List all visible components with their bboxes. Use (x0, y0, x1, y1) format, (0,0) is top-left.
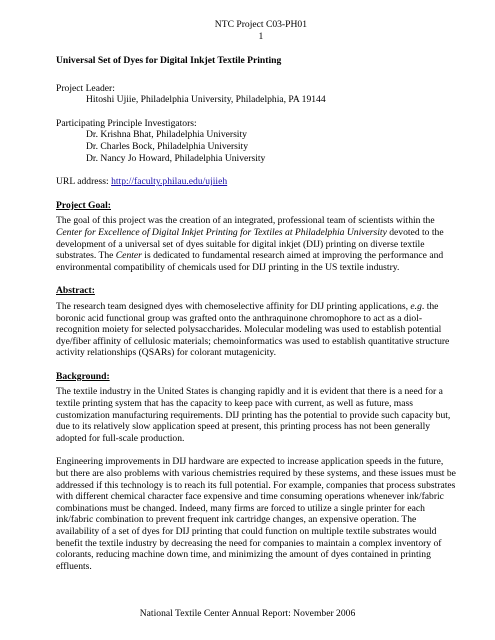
investigator-name: Dr. Krishna Bhat, Philadelphia University (86, 129, 247, 141)
page-footer: National Textile Center Annual Report: November 2006 (139, 608, 356, 619)
project-leader-name: Hitoshi Ujiie, Philadelphia University, Philadelphia, PA 19144 (86, 94, 326, 106)
project-goal-paragraph (56, 215, 456, 273)
background-paragraph-2: Engineering improvements in DIJ hardware are expected to increase application speeds in the future, but there are also problems with various chemistries required by these systems, and these issues must be addressed if this technology is to reach its full potential. For example, companies that process substrates with different chemical character face expensive and time consuming operations whenever ink/fabric combinations must be changed. Indeed, many firms are forced to utilize a single printer for each ink/fabric combination to prevent frequent ink cartridge changes, an expensive operation. The availability of a set of dyes for DIJ printing that could function on multiple textile substrates would benefit the textile industry by decreasing the need for companies to maintain a complex inventory of colorants, reducing machine down time, and minimizing the amount of dyes contained in printing effluents. (56, 456, 456, 572)
url-label: URL address: (56, 176, 109, 188)
abstract-text: . the boronic acid functional group was grafted onto the anthraquinone chromophore to act as a diol-recognition moiety for selected polysaccharides. Molecular modeling was used to establish potential dye/fiber affinity of cellulosic materials; chemoinformatics was used to establish quantitative structure activity relationships (QSARs) for colorant mutagenicity. (56, 300, 450, 359)
goal-text: The goal of this project was the creation of an integrated, professional team of scientists within the (56, 215, 435, 227)
project-leader-block (56, 83, 456, 106)
url-link[interactable]: http://faculty.philau.edu/ujiieh (111, 176, 228, 188)
goal-center-ref: Center (115, 250, 142, 262)
page-header (215, 19, 307, 42)
investigator-name: Dr. Charles Bock, Philadelphia University (86, 140, 249, 152)
document-body (56, 55, 456, 584)
investigators-label: Participating Principle Investigators: (56, 117, 197, 129)
abstract-heading: Abstract: (56, 285, 95, 297)
url-line (56, 176, 456, 188)
project-number: NTC Project C03-PH01 (214, 19, 307, 30)
background-heading: Background: (56, 370, 110, 382)
goal-text: is dedicated to fundamental research aimed at improving the performance and environmental compatibility of chemicals used for DIJ printing in the US textile industry. (56, 250, 444, 273)
investigators-block (56, 118, 456, 164)
abstract-paragraph (56, 301, 456, 359)
investigator-name: Dr. Nancy Jo Howard, Philadelphia University (86, 152, 266, 164)
project-leader-label: Project Leader: (56, 82, 115, 94)
page-number: 1 (258, 30, 264, 42)
background-paragraph-1: The textile industry in the United States is changing rapidly and it is evident that there is a need for a textile printing system that has the capacity to keep pace with current, as well as future, mass customization manufacturing requirements. DIJ printing has the potential to provide such capacity but, due to its relatively slow application speed at present, this printing process has not been generally adopted for full-scale production. (56, 386, 451, 444)
document-title: Universal Set of Dyes for Digital Inkjet Textile Printing (56, 55, 282, 66)
project-goal-heading: Project Goal: (56, 199, 111, 211)
goal-center-name: Center for Excellence of Digital Inkjet Printing for Textiles at Philadelphia University (56, 226, 387, 238)
abstract-eg: e.g (410, 300, 422, 312)
abstract-text: The research team designed dyes with chemoselective affinity for DIJ printing applications, (56, 300, 411, 312)
goal-text: devoted to the development of a universal set of dyes suitable for digital inkjet (DIJ) printing on diverse textile substrates. The (56, 226, 444, 262)
